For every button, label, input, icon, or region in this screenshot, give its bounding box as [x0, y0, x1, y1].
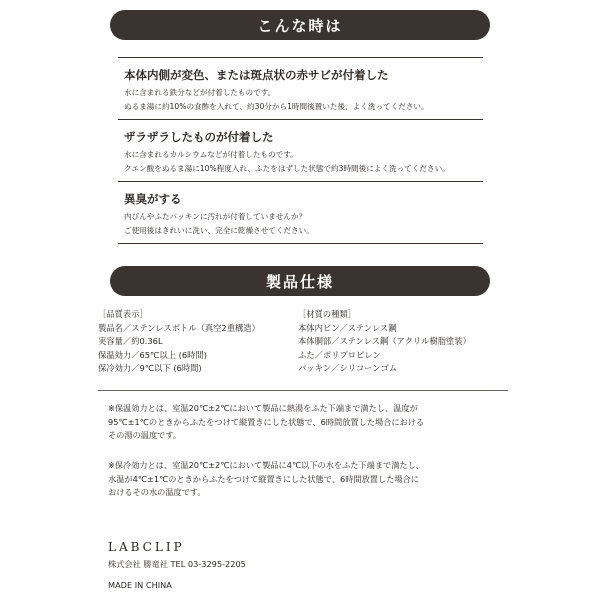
spec-line: 本体胴部／ステンレス鋼（アクリル樹脂塗装） [298, 336, 471, 346]
tip-title: 異臭がする [124, 192, 182, 206]
tip-title: ザラザラしたものが付着した [124, 130, 274, 144]
tip-title: 本体内側が変色、または斑点状の赤サビが付着した [124, 68, 389, 82]
spec-line: 保冷効力／9℃以下 (6時間) [98, 363, 202, 373]
note-line: 水温が4℃±1℃のときからふたをつけて縦置きにした状態で、6時間放置した場合に [108, 473, 419, 484]
spec-line: ふた／ポリプロピレン [298, 349, 381, 360]
spec-line: 実容量／約0.36L [98, 336, 163, 346]
tip-text: ご使用後はきれいに洗い、完全に乾燥させてください。 [124, 226, 314, 235]
company-info: 株式会社 勝竜社 TEL 03-3295-2205 [108, 559, 246, 569]
tip-text: クエン酸をぬるま湯に10%程度入れ、ふたをはずした状態で約3時間後によく洗ってください。 [124, 164, 450, 173]
tip-text: 水に含まれるカルシウムなどが付着したものです。 [124, 150, 298, 159]
note-line: 95℃±1℃のときからふたをつけて縦置きにした状態で、6時間放置した場合における [108, 416, 425, 427]
spec-line: 製品名／ステンレスボトル（真空2重構造） [98, 322, 260, 333]
tip-odor [118, 181, 483, 244]
note-line: おけるその水の温度です。 [108, 487, 206, 498]
spec-line: 保温効力／65℃以上 (6時間) [98, 349, 207, 360]
specs-heading-banner: 製品仕様 [110, 266, 490, 296]
product-specs [98, 308, 503, 376]
tips-heading-banner: こんな時は [110, 10, 490, 40]
troubleshooting-list [118, 57, 483, 244]
tip-text: ぬるま湯に約10%の食酢を入れて、約30分から1時間後置いた後、よく洗ってください。 [124, 102, 429, 111]
note-line: ※保冷効力とは、室温20℃±2℃において製品に4℃以下の水をふた下端まで満たし、 [108, 460, 424, 470]
section-divider [98, 390, 508, 391]
tip-rust [118, 57, 483, 119]
quality-labeling-column [98, 308, 298, 376]
note-line: ※保温効力とは、室温20℃±2℃において製品に熱湯をふた下端まで満たし、温度が [108, 403, 418, 413]
spec-line: ［品質表示］ [98, 309, 148, 319]
note-line: その湯の温度です。 [108, 430, 182, 441]
materials-column [298, 308, 503, 376]
country-of-origin: MADE IN CHINA [108, 580, 172, 590]
spec-line: ［材質の種類］ [298, 309, 357, 319]
spec-line: 本体内ビン／ステンレス鋼 [298, 322, 397, 333]
cold-retention-note [108, 459, 503, 500]
spec-line: パッキン／シリコーンゴム [298, 363, 398, 373]
brand-logo: LABCLIP [108, 540, 185, 554]
tip-text: 内びんやふたパッキンに汚れが付着していませんか？ [124, 212, 307, 221]
heat-retention-note [108, 402, 503, 443]
tip-scale [118, 119, 483, 181]
tip-text: 水に含まれる鉄分などが付着したものです。 [124, 88, 276, 97]
